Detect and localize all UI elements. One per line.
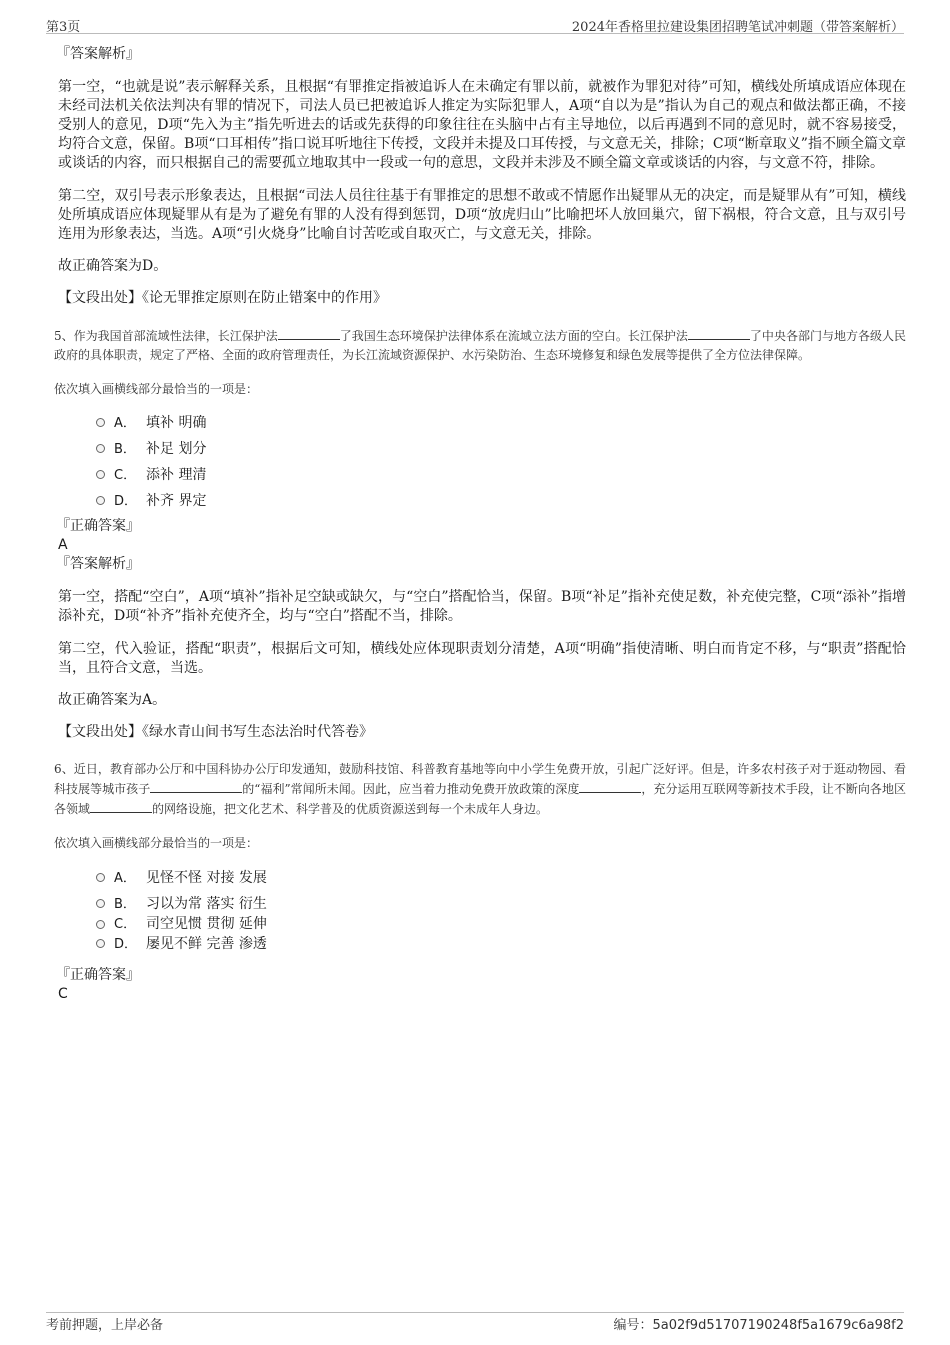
page-number: 第3页 — [46, 20, 81, 35]
q4-analysis-label: 『答案解析』 — [56, 46, 140, 62]
q5-analysis-para-2: 第二空，代入验证，搭配“职责”，根据后文可知，横线处应体现职责划分清楚，A项“明确”指使清晰、明白而肯定不移，与“职责”搭配恰当，且符合文意，当选。 — [58, 641, 906, 676]
document-code: 编号：5a02f9d51707190248f5a1679c6a98f2 — [613, 1318, 904, 1333]
document-title: 2024年香格里拉建设集团招聘笔试冲刺题（带答案解析） — [571, 20, 904, 35]
q5-text-b: 了我国生态环境保护法律体系在流域立法方面的空白。长江保护法 — [339, 329, 688, 343]
q6-stem — [54, 760, 906, 819]
q5-analysis-label: 『答案解析』 — [56, 556, 140, 572]
q4-source: 【文段出处】《论无罪推定原则在防止错案中的作用》 — [58, 290, 387, 306]
q5-instruction: 依次填入画横线部分最恰当的一项是： — [54, 382, 259, 396]
q6-option-c[interactable]: C． 司空见惯 贯彻 延伸 — [96, 917, 906, 931]
radio-icon[interactable] — [96, 899, 105, 908]
q5-options — [96, 410, 906, 514]
radio-icon[interactable] — [96, 496, 105, 505]
q5-analysis-para-1: 第一空，搭配“空白”，A项“填补”指补足空缺或缺欠，与“空白”搭配恰当，保留。B项“补足”指补充使足数，补充使完整，C项“添补”指增添补充，D项“补齐”指补充使齐全，均与“空白”搭配不当，排除。 — [58, 589, 906, 624]
q4-conclusion: 故正确答案为D。 — [58, 258, 168, 274]
q5-answer: A — [58, 537, 68, 553]
q5-conclusion: 故正确答案为A。 — [58, 692, 167, 708]
q5-option-b[interactable]: B． 补足 划分 — [96, 436, 906, 462]
radio-icon[interactable] — [96, 418, 105, 427]
q5-text-c: 了中央各部门与地方各级人民政府的具体职责，规定了严格、全面的政府管理责任，为长江流域资源保护、水污染防治、生态环境修复和绿色发展等提供了全方位法律保障。 — [54, 329, 906, 362]
radio-icon[interactable] — [96, 939, 105, 948]
q6-answer-label: 『正确答案』 — [56, 967, 140, 983]
radio-icon[interactable] — [96, 873, 105, 882]
q5-blank-2 — [688, 326, 750, 340]
q6-blank-1 — [150, 779, 242, 793]
radio-icon[interactable] — [96, 920, 105, 929]
q6-text-c: ，充分运用互联网等新技术手段，让不断向各地区各领域 — [54, 782, 906, 816]
q6-option-d[interactable]: D． 屡见不鲜 完善 渗透 — [96, 931, 906, 957]
q5-text-a: 5、作为我国首部流域性法律，长江保护法 — [54, 329, 278, 343]
q5-option-d[interactable]: D． 补齐 界定 — [96, 488, 906, 514]
header-divider — [46, 33, 904, 34]
radio-icon[interactable] — [96, 470, 105, 479]
footer-divider — [46, 1312, 904, 1313]
q5-stem — [54, 326, 906, 365]
q4-analysis-para-1: 第一空，“也就是说”表示解释关系，且根据“有罪推定指被追诉人在未确定有罪以前，就被作为罪犯对待”可知，横线处所填成语应体现在未经司法机关依法判决有罪的情况下，司法人员已把被追诉人推定为实际犯罪人，A项“自以为是”指认为自己的观点和做法都正确，不接受别人的意见，D项“先入为主”指先听进去的话或先获得的印象往往在头脑中占有主导地位，以后再遇到不同的意见时，就不容易接受，均符合文意，保留。B项“口耳相传”指口说耳听地往下传授，文段并未提及口耳传授，与文意无关，排除；C项“断章取义”指不顾全篇文章或谈话的内容，而只根据自己的需要孤立地取其中一段或一句的意思，文段并未涉及不顾全篇文章或谈话的内容，与文意不符，排除。 — [58, 79, 906, 171]
q5-blank-1 — [278, 326, 340, 340]
q6-options — [96, 865, 906, 957]
footer-slogan: 考前押题，上岸必备 — [46, 1318, 164, 1333]
q6-instruction: 依次填入画横线部分最恰当的一项是： — [54, 836, 259, 850]
radio-icon[interactable] — [96, 444, 105, 453]
q5-answer-label: 『正确答案』 — [56, 518, 140, 534]
q6-blank-2 — [579, 779, 641, 793]
q6-option-b[interactable]: B． 习以为常 落实 衍生 — [96, 891, 906, 917]
q6-text-a: 6、近日，教育部办公厅和中国科协办公厅印发通知，鼓励科技馆、科普教育基地等向中小学生免费开放，引起广泛好评。但是，许多农村孩子对于逛动物园、看科技展等城市孩子 — [54, 762, 906, 796]
q6-option-a[interactable]: A． 见怪不怪 对接 发展 — [96, 865, 906, 891]
page-header — [46, 14, 904, 34]
q5-source: 【文段出处】《绿水青山间书写生态法治时代答卷》 — [58, 724, 373, 740]
page-content — [54, 44, 906, 1003]
q6-text-d: 的网络设施，把文化艺术、科学普及的优质资源送到每一个未成年人身边。 — [152, 802, 549, 816]
q6-answer: C — [58, 986, 68, 1002]
q6-text-b: 的“福利”常闻所未闻。因此，应当着力推动免费开放政策的深度 — [242, 782, 580, 796]
q4-analysis-para-2: 第二空，双引号表示形象表达，且根据“司法人员往往基于有罪推定的思想不敢或不情愿作出疑罪从无的决定，而是疑罪从有”可知，横线处所填成语应体现疑罪从有是为了避免有罪的人没有得到惩罚，D项“放虎归山”比喻把坏人放回巢穴，留下祸根，符合文意，且与双引号连用为形象表达，当选。A项“引火烧身”比喻自讨苦吃或自取灭亡，与文意无关，排除。 — [58, 188, 906, 242]
q5-option-a[interactable]: A． 填补 明确 — [96, 410, 906, 436]
q5-option-c[interactable]: C． 添补 理清 — [96, 462, 906, 488]
q6-blank-3 — [90, 799, 152, 813]
